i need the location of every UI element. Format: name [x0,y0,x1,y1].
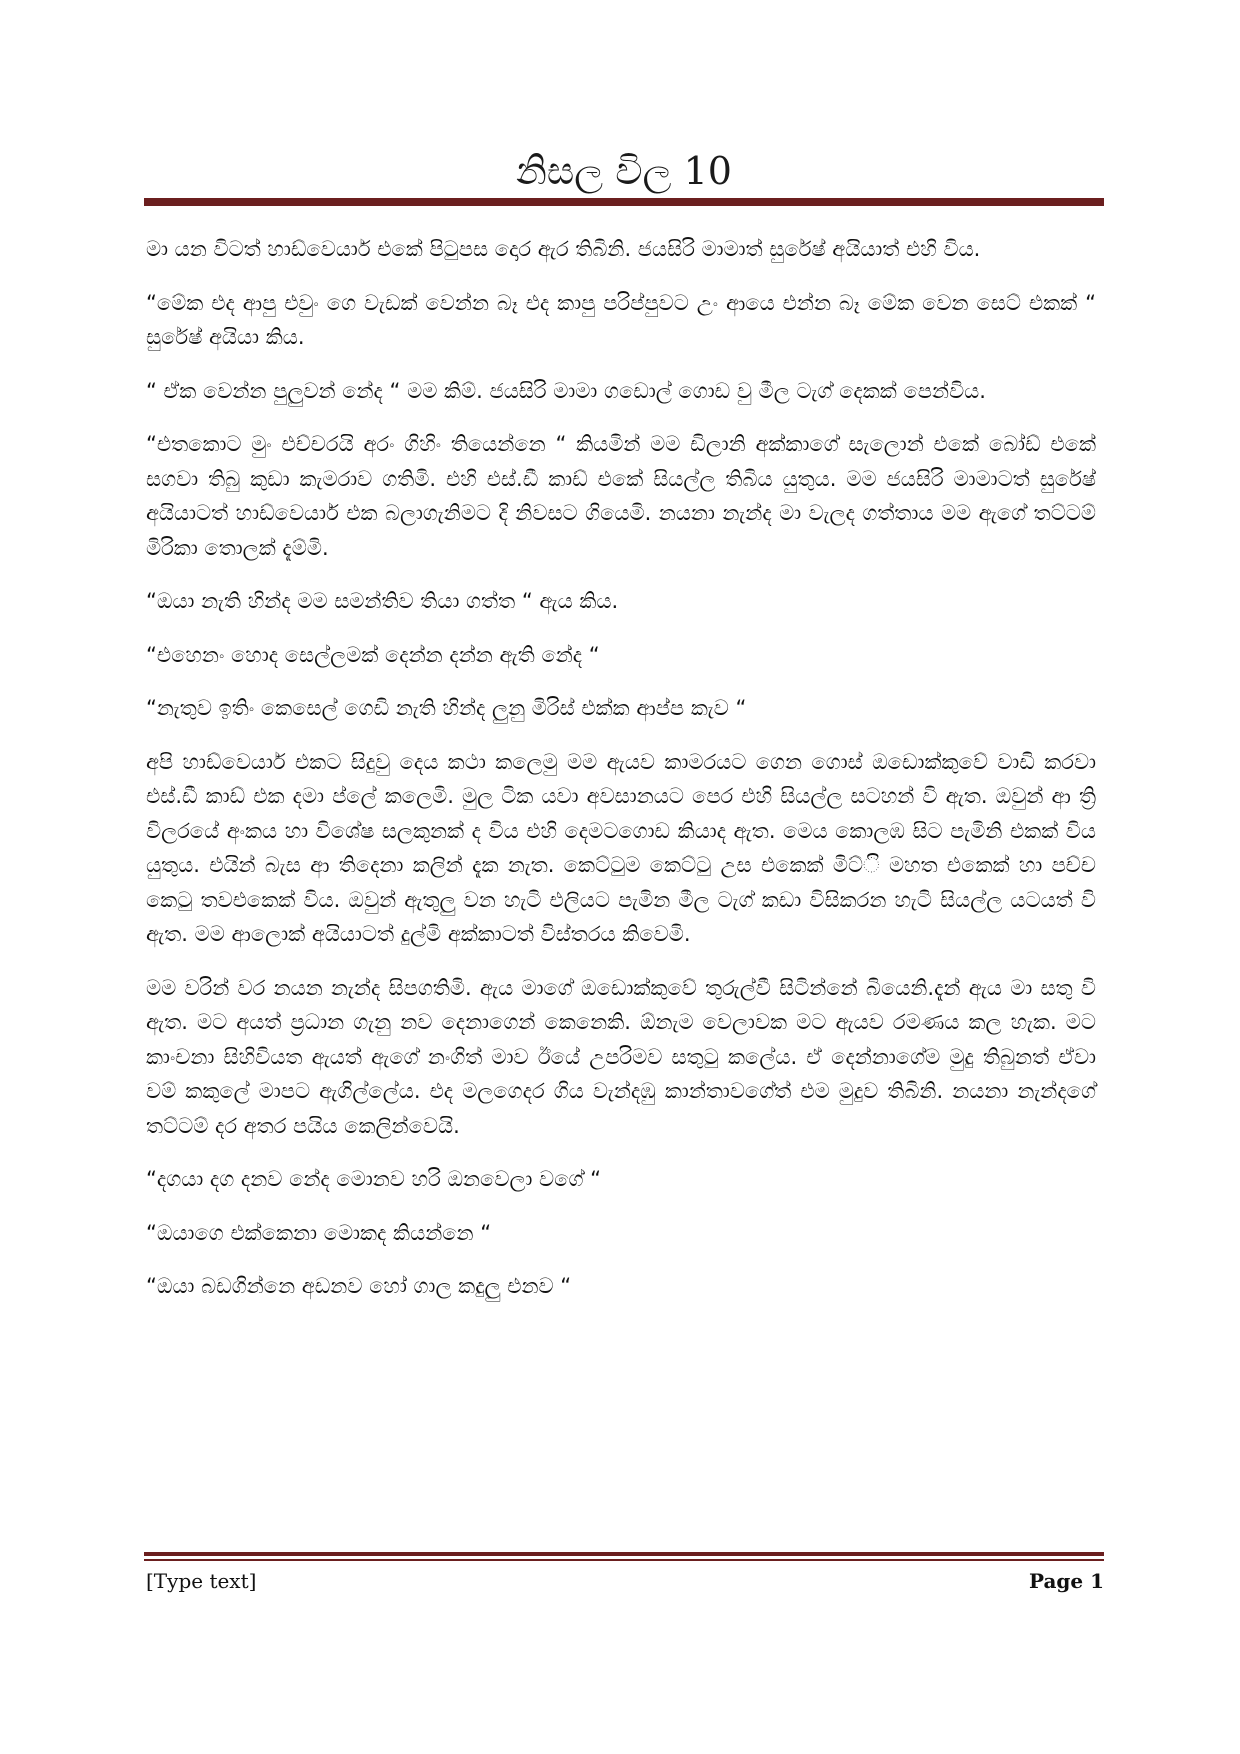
paragraph: “එහෙනං හොද සෙල්ලමක් දෙන්න දන්න ඇති නේද “ [146,642,600,667]
paragraph: “එතකොට මුං එච්චරයි අරං ගිහිං තියෙන්නෙ “ කියමින් මම ඩිලානි අක්කාගේ සැලොන් එකේ බෝඩ් එකේ සගවා තිබු කුඩා කැමරාව ගතිමි. එහි එස්.ඩී කාඩ් එකේ සියල්ල තිබිය යුතුය. මම ජයසිරි මාමාටත් සුරේෂ් අයියාටත් හාඩ්වෙයාර් එක බලාගැනිමට දි නිවසට ගියෙමි. නයනා නැන්ද මා වැලද ගත්තාය මම ඇගේ තට්ටම් මිරිකා තොලක් දැම්මි. [146,432,1096,560]
paragraph: “ඔයා නැති හින්ද මම සමන්තිව තියා ගත්ත “ ඇය කිය. [146,589,619,613]
footer-placeholder-text: [Type text] [146,1569,257,1593]
page-title: නිසල විල 10 [515,149,732,193]
paragraph: අපි හාඩ්වෙයාර් එකට සිදුවු දෙය කථා කලෙමු මම ඇයව කාමරයට ගෙන ගොස් ඔඩොක්කුවේ වාඩි කරවා එස්.ඩී කාඩ් එක දමා ප්ලේ කලෙමි. මුල ටික යවා අවසානයට පෙර එහි සියල්ල සටහන් වි ඇත. ඔවුන් ආ ත්‍රි විලරයේ අංකය හා විශේෂ සලකුනක් ද විය එහි දෙමටගොඩ කියාද ඇත. මෙය කොලඹ සිට පැමිනි එකක් විය යුතුය. එයින් බැස ආ තිදෙනා කලින් දැක නැත. කෙට්ටුම කෙට්ටු උස එකෙක් මිට්ි මහත එකෙක් හා පච්ච කෙටු තවඑකෙක් විය. ඔවුන් ඇතුලු වන හැටි එලියට පැමින මීල ටැග් කඩා විසිකරන හැටි සියල්ල යටයත් වි ඇත. මම ආලොක් අයියාටත් දුල්මි අක්කාටත් විස්තරය කිවෙමි. [146,749,1096,946]
paragraph: “ඔයා බඩගින්නෙ අඩනව හෝ ගාල කදුලු එනව “ [146,1274,572,1298]
paragraph: මා යන විටත් හාඩ්වෙයාර් එකේ පිටුපස දොර ඇර තිබිනි. ජයසිරි මාමාත් සුරේෂ් අයියාත් එහි විය. [146,237,981,261]
paragraph: “ඔයාගෙ එක්කෙනා මොකද කියන්නෙ “ [146,1220,492,1245]
paragraph: මම වරින් වර නයන නැන්ද සිපගතිමි. ඇය මාගේ ඔඩොක්කුවේ තුරුල්වී සිටින්නේ බියෙනි.දැන් ඇය මා සතු වි ඇත. මට අයත් ප්‍රධාන ගැනු නව දෙනාගෙන් කෙනෙකි. ඕනැම වෙලාවක මට ඇයව රමණය කල හැක. මට කාංචනා සිහිවියත ඇයත් ඇගේ නංගිත් මාව ඊයේ උපරිමව සතුටු කලේය. ඒ දෙන්නාගේම මුදු තිබුනත් ඒවා වම් කකුලේ මාපට ඇගිල්ලේය. එද මලගෙදර ගිය වැන්දඹු කාන්තාවගේත් එම මුදුව තිබිනි. නයනා නැන්දගේ තට්ටම් දර අතර පයිය කෙලින්වෙයි. [146,975,1096,1138]
paragraph: “නැතුව ඉතිං කෙසෙල් ගෙඩි නැති හින්ද ලුනු මිරිස් එක්ක ආප්ප කැව “ [146,696,747,720]
document-body [146,232,1096,1323]
paragraph: “දගයා දග දනව නේද මොනව හරි ඔනවෙලා වගේ “ [146,1167,602,1191]
paragraph: “ ඒක වෙන්න පුලුවන් නේද “ මම කිම්. ජයසිරි මාමා ගඩොල් ගොඩ වු මීල ටැග් දෙකක් පෙන්විය. [146,378,986,403]
footer-divider-thick [144,1552,1104,1556]
title-divider [144,198,1104,206]
paragraph: “මේක එද ආපු එවුං ගෙ වැඩක් වෙන්න බෑ එද කාපු පරිප්පුවට උං ආයෙ එන්න බෑ මේක වෙන සෙට් එකක් “ සුරේෂ් අයියා කිය. [146,290,1096,349]
page-number: Page 1 [1028,1569,1104,1593]
footer-divider-thin [144,1559,1104,1561]
